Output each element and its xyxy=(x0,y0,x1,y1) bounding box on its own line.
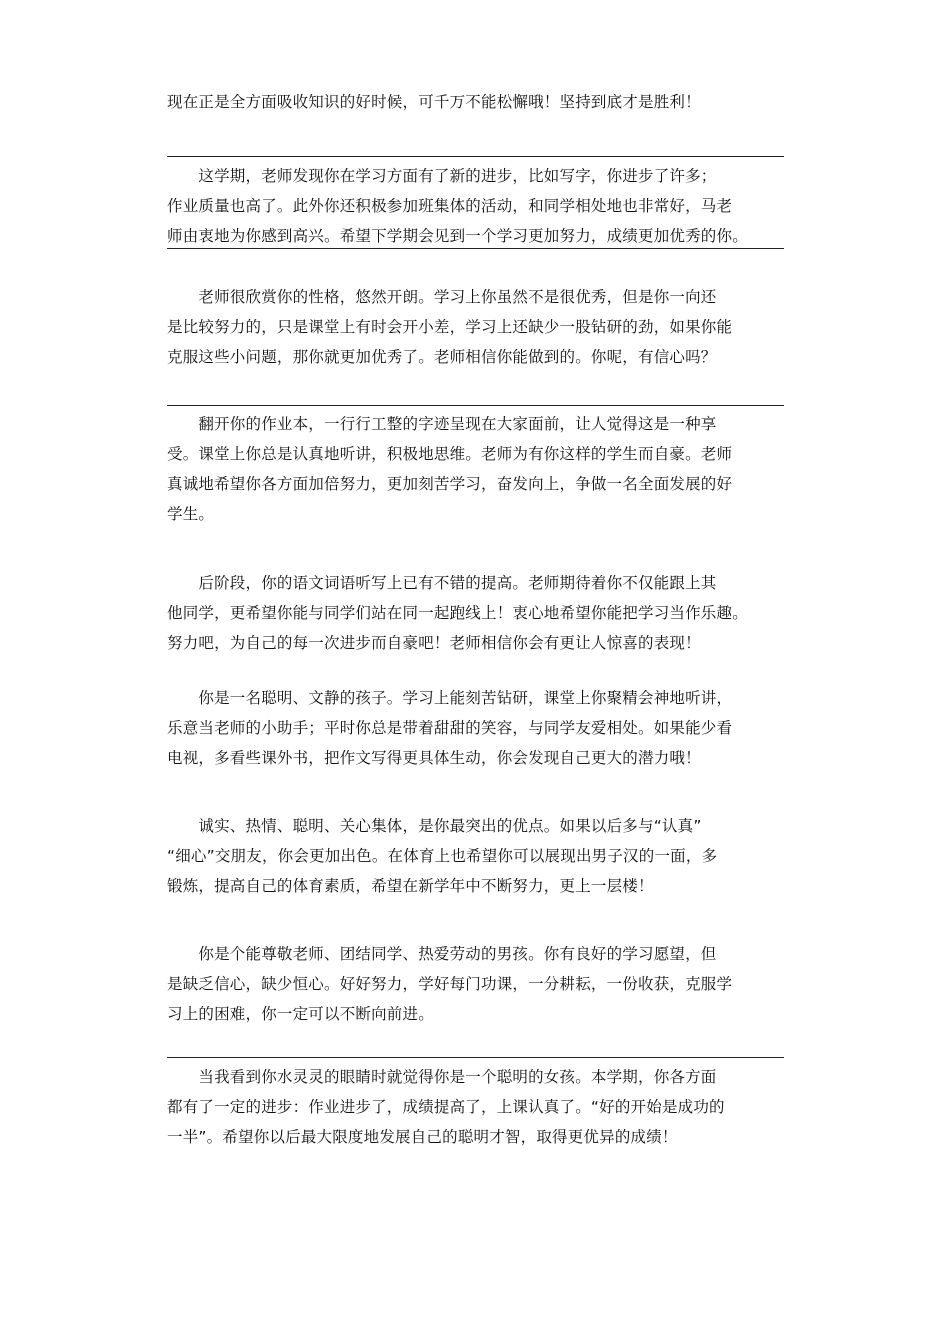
comment-1-line-2: 作业质量也高了。此外你还积极参加班集体的活动，和同学相处地也非常好，马老 xyxy=(167,197,733,215)
comment-2-line-2: 是比较努力的，只是课堂上有时会开小差，学习上还缺少一股钻研的劲，如果你能 xyxy=(167,318,733,336)
comment-5-line-2: 乐意当老师的小助手；平时你总是带着甜甜的笑容，与同学友爱相处。如果能少看 xyxy=(167,719,733,737)
comment-3-line-2: 受。课堂上你总是认真地听讲，积极地思维。老师为有你这样的学生而自豪。老师 xyxy=(167,445,733,463)
separator-rule xyxy=(167,248,784,249)
comment-8-line-3: 一半”。希望你以后最大限度地发展自己的聪明才智，取得更优异的成绩！ xyxy=(167,1128,678,1146)
comment-3-line-1: 翻开你的作业本，一行行工整的字迹呈现在大家面前，让人觉得这是一种享 xyxy=(167,415,717,433)
comment-7-line-1: 你是个能尊敬老师、团结同学、热爱劳动的男孩。你有良好的学习愿望，但 xyxy=(167,945,717,963)
comment-6-line-2: “细心”交朋友，你会更加出色。在体育上也希望你可以展现出男子汉的一面，多 xyxy=(167,847,718,865)
comment-7-line-2: 是缺乏信心，缺少恒心。好好努力，学好每门功课，一分耕耘，一份收获，克服学 xyxy=(167,975,733,993)
comment-3-line-3: 真诚地希望你各方面加倍努力，更加刻苦学习，奋发向上，争做一名全面发展的好 xyxy=(167,475,733,493)
comment-2-line-3: 克服这些小问题，那你就更加优秀了。老师相信你能做到的。你呢，有信心吗？ xyxy=(167,348,717,366)
comment-0-line-1: 现在正是全方面吸收知识的好时候，可千万不能松懈哦！坚持到底才是胜利！ xyxy=(167,93,701,111)
comment-8-line-2: 都有了一定的进步：作业进步了，成绩提高了，上课认真了。“好的开始是成功的 xyxy=(167,1098,725,1116)
comment-3-line-4: 学生。 xyxy=(167,505,215,523)
comment-4-line-1: 后阶段，你的语文词语听写上已有不错的提高。老师期待着你不仅能跟上其 xyxy=(167,574,717,592)
separator-rule xyxy=(167,1057,784,1058)
comment-6-line-1: 诚实、热情、聪明、关心集体，是你最突出的优点。如果以后多与“认真” xyxy=(167,817,702,835)
comment-4-line-2: 他同学，更希望你能与同学们站在同一起跑线上！衷心地希望你能把学习当作乐趣。 xyxy=(167,604,748,622)
comment-1-line-3: 师由衷地为你感到高兴。希望下学期会见到一个学习更加努力，成绩更加优秀的你。 xyxy=(167,227,748,245)
comment-6-line-3: 锻炼，提高自己的体育素质，希望在新学年中不断努力，更上一层楼！ xyxy=(167,877,654,895)
separator-rule xyxy=(167,156,784,157)
comment-4-line-3: 努力吧，为自己的每一次进步而自豪吧！老师相信你会有更让人惊喜的表现！ xyxy=(167,634,701,652)
comment-8-line-1: 当我看到你水灵灵的眼睛时就觉得你是一个聪明的女孩。本学期，你各方面 xyxy=(167,1068,717,1086)
comment-2-line-1: 老师很欣赏你的性格，悠然开朗。学习上你虽然不是很优秀，但是你一向还 xyxy=(167,288,717,306)
comment-5-line-1: 你是一名聪明、文静的孩子。学习上能刻苦钻研，课堂上你聚精会神地听讲， xyxy=(167,689,733,707)
comment-7-line-3: 习上的困难，你一定可以不断向前进。 xyxy=(167,1005,434,1023)
separator-rule xyxy=(167,405,784,406)
comment-1-line-1: 这学期，老师发现你在学习方面有了新的进步，比如写字，你进步了许多； xyxy=(167,167,717,185)
comment-5-line-3: 电视，多看些课外书，把作文写得更具体生动，你会发现自己更大的潜力哦！ xyxy=(167,749,701,767)
